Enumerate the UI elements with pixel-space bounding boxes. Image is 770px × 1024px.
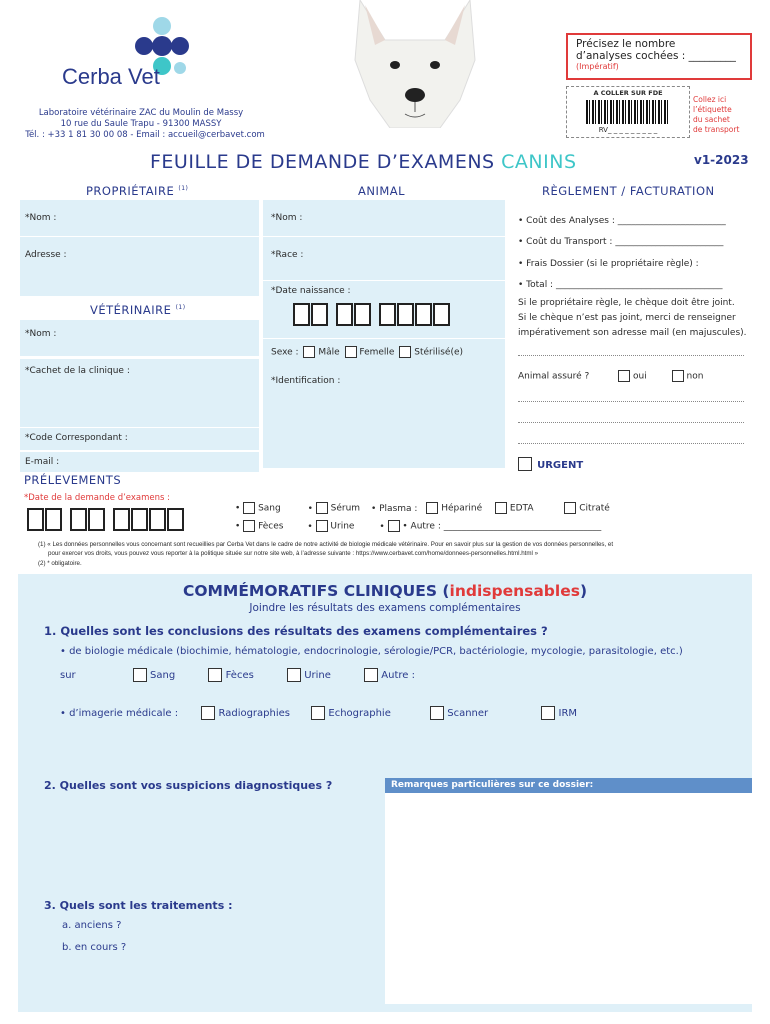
- proprietaire-sup: (1): [178, 185, 189, 193]
- biologie-text: • de biologie médicale (biochimie, hématologie, endocrinologie, sérologie/PCR, bactériologie, mycologie, parasitologie, etc.): [60, 646, 683, 657]
- commemoratifs-title-red: indispensables: [449, 582, 580, 600]
- sexe-label: Sexe :: [271, 347, 299, 358]
- date-demande-input[interactable]: [27, 508, 185, 535]
- urine-checkbox[interactable]: [316, 520, 328, 532]
- analyses-line-2: d’analyses cochées : _________: [576, 50, 736, 62]
- cout-transport[interactable]: • Coût du Transport : ________________________: [518, 237, 724, 247]
- analyses-line-1: Précisez le nombre: [576, 38, 676, 50]
- edta-checkbox[interactable]: [495, 502, 507, 514]
- sterilise-label: Stérilisé(e): [414, 347, 464, 358]
- irm-label: IRM: [558, 708, 578, 719]
- email-line[interactable]: [518, 346, 744, 356]
- birth-day-2[interactable]: [311, 303, 328, 326]
- sur-label: sur: [60, 670, 76, 681]
- prelevements-heading: PRÉLEVEMENTS: [24, 473, 122, 487]
- animal-divider-2: [263, 280, 505, 281]
- animal-race-label: *Race :: [271, 250, 304, 260]
- echo-checkbox[interactable]: [311, 706, 325, 720]
- echo-label: Echographie: [328, 708, 391, 719]
- birth-year-2[interactable]: [397, 303, 414, 326]
- commemoratifs-title-end: ): [579, 582, 588, 600]
- radio-label: Radiographies: [218, 708, 290, 719]
- birth-month-1[interactable]: [336, 303, 353, 326]
- veterinaire-code-field[interactable]: [130, 430, 255, 448]
- logo-text: Cerba Vet: [62, 64, 160, 89]
- bio-feces-label: Fèces: [225, 670, 254, 681]
- assure-row: [518, 370, 703, 382]
- sang-checkbox[interactable]: [243, 502, 255, 514]
- footnote-1b: pour exercer vos droits, vous pouvez vous reporter à la politique située sur notre site web, à l’adresse suivante : https://www.cerbavet.com/home/donnees-personnelles.html.html »: [48, 550, 539, 557]
- question-3: 3. Quels sont les traitements :: [44, 899, 233, 912]
- birthdate-input[interactable]: [293, 303, 451, 330]
- hepari-label: Hépariné: [441, 503, 483, 514]
- veterinaire-code-label: *Code Correspondant :: [25, 433, 128, 443]
- assure-non-label: non: [686, 371, 704, 382]
- veterinaire-cachet-label: *Cachet de la clinique :: [25, 366, 130, 376]
- identification-label: *Identification :: [271, 376, 341, 386]
- sticker-area: [566, 86, 690, 138]
- urgent-row: [518, 453, 583, 472]
- sexe-row: [271, 346, 463, 358]
- sticker-note-3: du sachet: [693, 115, 730, 124]
- analyses-count-box[interactable]: [566, 33, 752, 80]
- scanner-checkbox[interactable]: [430, 706, 444, 720]
- proprietaire-heading: [86, 184, 188, 198]
- commemoratifs-subtitle: Joindre les résultats des examens complémentaires: [249, 602, 521, 614]
- remarques-header: Remarques particulières sur ce dossier:: [385, 778, 752, 793]
- assure-label: Animal assuré ?: [518, 371, 590, 382]
- cout-analyses[interactable]: • Coût des Analyses : ________________________: [518, 216, 726, 226]
- feces-checkbox[interactable]: [243, 520, 255, 532]
- lab-contact: Tél. : +33 1 81 30 00 08 - Email : accueil@cerbavet.com: [25, 130, 265, 140]
- veterinaire-sup: (1): [175, 304, 186, 312]
- title-species: CANINS: [501, 151, 577, 173]
- biologie-options: [60, 668, 415, 682]
- birth-year-4[interactable]: [433, 303, 450, 326]
- proprietaire-divider: [20, 236, 259, 237]
- bio-urine-checkbox[interactable]: [287, 668, 301, 682]
- birth-year-1[interactable]: [379, 303, 396, 326]
- assure-oui-label: oui: [633, 371, 647, 382]
- date-year-3[interactable]: [149, 508, 166, 531]
- animal-nom-field[interactable]: [305, 210, 500, 228]
- proprietaire-adresse-label: Adresse :: [25, 250, 67, 260]
- urine-label: Urine: [330, 521, 355, 532]
- sticker-title: A COLLER SUR FDE: [593, 89, 663, 97]
- date-year-4[interactable]: [167, 508, 184, 531]
- traitements-anciens: a. anciens ?: [62, 920, 122, 931]
- frais-dossier: • Frais Dossier (si le propriétaire règle) :: [518, 259, 699, 269]
- birth-year-3[interactable]: [415, 303, 432, 326]
- bio-feces-checkbox[interactable]: [208, 668, 222, 682]
- bio-sang-checkbox[interactable]: [133, 668, 147, 682]
- reglement-heading: RÈGLEMENT / FACTURATION: [542, 184, 715, 198]
- bio-sang-label: Sang: [150, 670, 176, 681]
- assure-non-checkbox[interactable]: [672, 370, 684, 382]
- veterinaire-email-label: E-mail :: [25, 457, 60, 467]
- identification-field[interactable]: [345, 372, 500, 462]
- total[interactable]: • Total : _____________________________________: [518, 280, 723, 290]
- sticker-note-4: de transport: [693, 125, 740, 134]
- date-demande-label: *Date de la demande d’examens :: [24, 493, 171, 503]
- cheque-3: impérativement son adresse mail (en majuscules).: [518, 328, 747, 338]
- dog-image: [340, 0, 490, 128]
- title-main: FEUILLE DE DEMANDE D’EXAMENS: [150, 151, 495, 173]
- animal-divider-3: [263, 338, 505, 339]
- lab-address-2: 10 rue du Saule Trapu - 91300 MASSY: [60, 119, 222, 129]
- sang-label: Sang: [258, 503, 281, 514]
- animal-heading: ANIMAL: [358, 184, 406, 198]
- question-2: 2. Quelles sont vos suspicions diagnostiques ?: [44, 779, 333, 792]
- commemoratifs-title-text: COMMÉMORATIFS CLINIQUES (: [182, 582, 450, 600]
- imagerie-label: • d’imagerie médicale :: [60, 708, 179, 719]
- footnote-1a: (1) « Les données personnelles vous concernant sont recueillies par Cerba Vet dans le cadre de notre activité de biologie médicale vétérinaire. Pour en savoir plus sur la gestion de vos données personnelles, et: [38, 541, 614, 548]
- veterinaire-nom-label: *Nom :: [25, 329, 57, 339]
- veterinaire-email-field[interactable]: [62, 454, 252, 470]
- sticker-note-2: l’étiquette: [693, 105, 732, 114]
- prelevements-row-1: • Sang • Sérum • Plasma : Hépariné EDTA Citraté: [235, 503, 610, 514]
- serum-checkbox[interactable]: [316, 502, 328, 514]
- date-year-1[interactable]: [113, 508, 130, 531]
- proprietaire-nom-field[interactable]: [60, 212, 250, 226]
- assurance-line-2[interactable]: [518, 413, 744, 423]
- veterinaire-heading-text: VÉTÉRINAIRE: [90, 303, 172, 317]
- traitements-encours: b. en cours ?: [62, 942, 127, 953]
- plasma-label: • Plasma :: [370, 503, 418, 514]
- male-label: Mâle: [318, 347, 340, 358]
- page-title: [150, 151, 577, 173]
- scanner-label: Scanner: [447, 708, 489, 719]
- cheque-1: Si le propriétaire règle, le chèque doit être joint.: [518, 298, 735, 308]
- serum-label: Sérum: [330, 503, 361, 514]
- sticker-note: [693, 95, 739, 135]
- question-1: 1. Quelles sont les conclusions des résultats des examens complémentaires ?: [44, 624, 548, 638]
- urgent-checkbox[interactable]: [518, 457, 532, 471]
- veterinaire-nom-field[interactable]: [60, 326, 250, 348]
- feces-label: Fèces: [258, 521, 284, 532]
- remarques-textarea[interactable]: [385, 778, 752, 1004]
- analyses-note: (Impératif): [576, 62, 619, 71]
- version: v1-2023: [694, 153, 749, 167]
- assure-oui-checkbox[interactable]: [618, 370, 630, 382]
- commemoratifs-title: [0, 582, 770, 600]
- citrate-label: Citraté: [579, 503, 610, 514]
- irm-checkbox[interactable]: [541, 706, 555, 720]
- hepari-checkbox[interactable]: [426, 502, 438, 514]
- cheque-2: Si le chèque n’est pas joint, merci de renseigner: [518, 313, 736, 323]
- animal-race-field[interactable]: [305, 246, 500, 272]
- assurance-line-3[interactable]: [518, 434, 744, 444]
- sticker-note-1: Collez ici: [693, 95, 727, 104]
- bio-urine-label: Urine: [304, 670, 331, 681]
- veterinaire-cachet-field[interactable]: [25, 380, 253, 424]
- proprietaire-adresse-field[interactable]: [70, 248, 250, 292]
- autre-checkbox[interactable]: [388, 520, 400, 532]
- male-checkbox[interactable]: [303, 346, 315, 358]
- sterilise-checkbox[interactable]: [399, 346, 411, 358]
- citrate-checkbox[interactable]: [564, 502, 576, 514]
- imagerie-options: [60, 706, 577, 720]
- footnote-2: (2) * obligatoire.: [38, 560, 82, 567]
- birth-day-1[interactable]: [293, 303, 310, 326]
- date-day-2[interactable]: [45, 508, 62, 531]
- femelle-checkbox[interactable]: [345, 346, 357, 358]
- bio-autre-label: Autre :: [381, 670, 415, 681]
- date-month-2[interactable]: [88, 508, 105, 531]
- date-year-2[interactable]: [131, 508, 148, 531]
- date-month-1[interactable]: [70, 508, 87, 531]
- edta-label: EDTA: [509, 503, 534, 514]
- sticker-code: RV_ _ _ _ _ _ _ _ _: [598, 126, 658, 134]
- animal-divider-1: [263, 236, 505, 237]
- veterinaire-heading: [90, 303, 186, 317]
- proprietaire-nom-label: *Nom :: [25, 213, 57, 223]
- barcode: [586, 100, 670, 124]
- animal-nom-label: *Nom :: [271, 213, 303, 223]
- proprietaire-heading-text: PROPRIÉTAIRE: [86, 184, 175, 198]
- assurance-line-1[interactable]: [518, 392, 744, 402]
- lab-address-1: Laboratoire vétérinaire ZAC du Moulin de Massy: [38, 108, 244, 118]
- birth-month-2[interactable]: [354, 303, 371, 326]
- bio-autre-checkbox[interactable]: [364, 668, 378, 682]
- radio-checkbox[interactable]: [201, 706, 215, 720]
- animal-naissance-label: *Date naissance :: [271, 286, 351, 296]
- date-day-1[interactable]: [27, 508, 44, 531]
- urgent-label: URGENT: [537, 460, 584, 471]
- femelle-label: Femelle: [359, 347, 395, 358]
- autre-label[interactable]: • Autre : ___________________________________: [402, 521, 602, 532]
- prelevements-row-2: • Fèces • Urine • • Autre : ___________________________________: [235, 521, 602, 532]
